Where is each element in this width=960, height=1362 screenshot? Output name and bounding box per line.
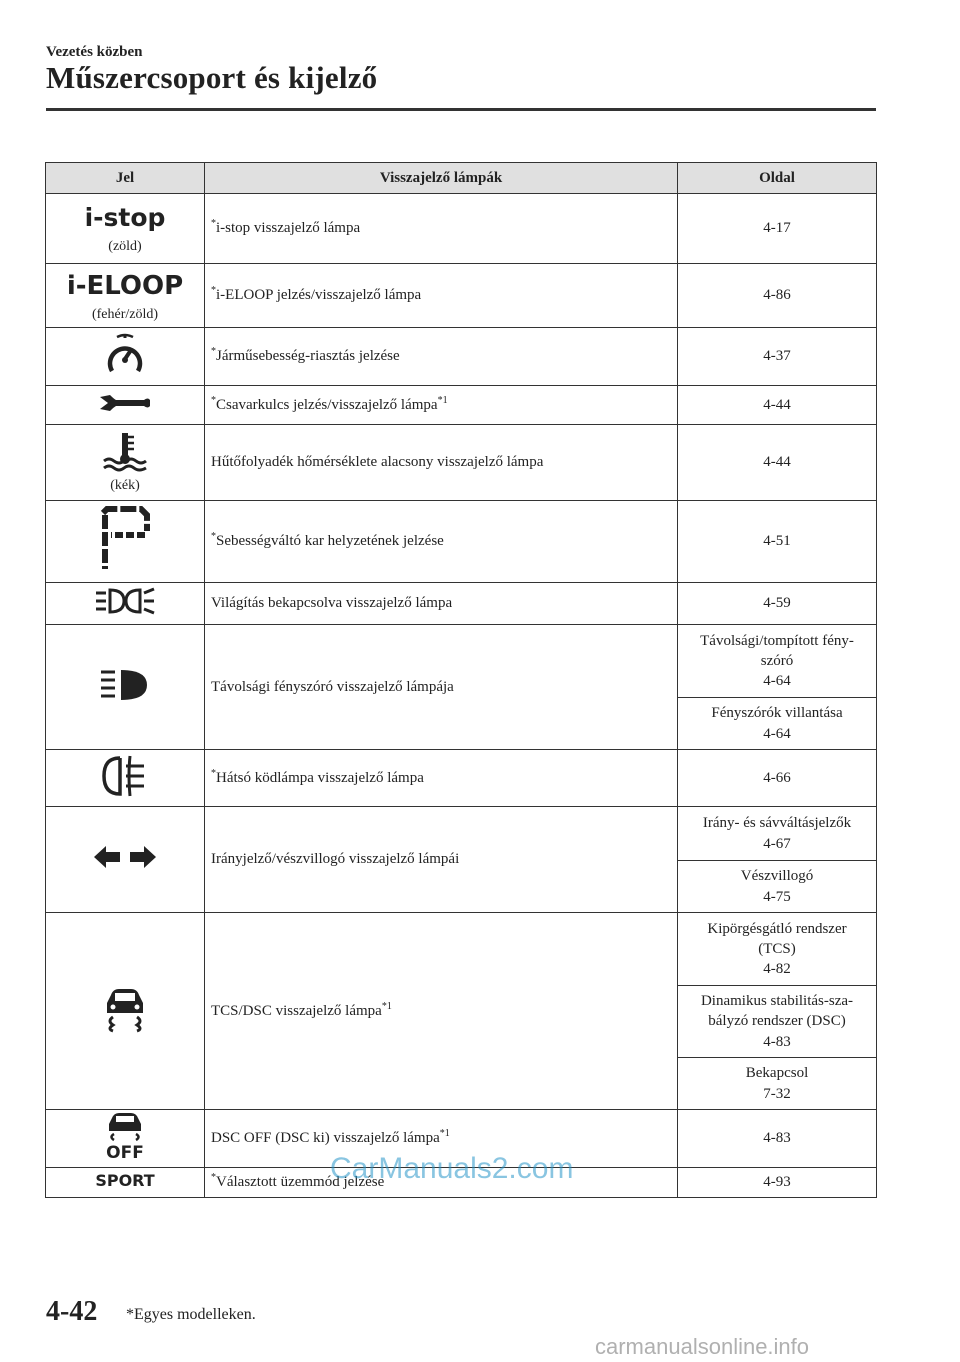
description-text: Hűtőfolyadék hőmérséklete alacsony visszajelző lámpa bbox=[211, 454, 544, 470]
page-cell: Bekapcsol 7-32 bbox=[678, 1058, 877, 1110]
symbol-cell bbox=[46, 583, 205, 625]
description-cell bbox=[205, 386, 678, 425]
description-cell bbox=[205, 807, 678, 913]
description-cell bbox=[205, 625, 678, 750]
description-text: i-ELOOP jelzés/visszajelző lámpa bbox=[216, 287, 422, 303]
page-cell: 4-93 bbox=[678, 1168, 877, 1198]
description-text: i-stop visszajelző lámpa bbox=[216, 220, 361, 236]
description-cell bbox=[205, 913, 678, 1110]
table-header-row bbox=[46, 163, 877, 194]
symbol-cell bbox=[46, 1168, 205, 1198]
header-lamps: Visszajelző lámpák bbox=[205, 163, 678, 194]
page-cell: Dinamikus stabilitás-sza- bályzó rendszer (DSC) 4-83 bbox=[678, 986, 877, 1058]
table-row bbox=[46, 264, 877, 328]
table-row bbox=[46, 807, 877, 861]
table-row bbox=[46, 328, 877, 386]
page-number: 4-42 bbox=[46, 1296, 98, 1327]
coolant-temp-icon bbox=[100, 431, 150, 476]
description-cell bbox=[205, 501, 678, 583]
wrench-icon bbox=[98, 393, 152, 418]
description-text: Irányjelző/vészvillogó visszajelző lámpái bbox=[211, 851, 460, 867]
description-text: Választott üzemmód jelzése bbox=[216, 1174, 385, 1190]
page-cell: 4-83 bbox=[678, 1110, 877, 1168]
description-text: Sebességváltó kar helyzetének jelzése bbox=[216, 533, 444, 549]
symbol-cell bbox=[46, 194, 205, 264]
icon-caption: (fehér/zöld) bbox=[91, 307, 159, 322]
header-page: Oldal bbox=[678, 163, 877, 194]
shift-position-icon bbox=[97, 505, 153, 578]
page-cell: Vészvillogó 4-75 bbox=[678, 861, 877, 913]
rear-fog-icon bbox=[100, 754, 150, 803]
page-cell: Irány- és sávváltásjelzők 4-67 bbox=[678, 807, 877, 861]
page-cell: 4-37 bbox=[678, 328, 877, 386]
page-cell: 4-86 bbox=[678, 264, 877, 328]
icon-caption: (kék) bbox=[110, 478, 140, 493]
footnote-star: * bbox=[211, 394, 216, 406]
tcs-dsc-icon bbox=[101, 987, 149, 1036]
icon-caption: (zöld) bbox=[108, 239, 142, 254]
description-cell bbox=[205, 264, 678, 328]
description-cell bbox=[205, 750, 678, 807]
i-stop-icon bbox=[84, 202, 166, 237]
page-cell: 4-17 bbox=[678, 194, 877, 264]
description-text: Távolsági fényszóró visszajelző lámpája bbox=[211, 678, 454, 695]
speed-alarm-icon bbox=[103, 333, 147, 380]
symbol-cell bbox=[46, 264, 205, 328]
symbol-cell bbox=[46, 328, 205, 386]
table-row bbox=[46, 386, 877, 425]
svg-text:i-stop: i-stop bbox=[84, 203, 166, 232]
footnote-star: * bbox=[211, 531, 216, 542]
indicator-table bbox=[45, 162, 877, 1198]
svg-text:SPORT: SPORT bbox=[95, 1171, 155, 1190]
watermark-overlay: CarManuals2.com bbox=[330, 1152, 574, 1185]
description-cell bbox=[205, 425, 678, 501]
page-cell: Távolsági/tompított fény- szóró 4-64 bbox=[678, 625, 877, 698]
section-label: Vezetés közben bbox=[46, 44, 143, 60]
sport-mode-icon bbox=[90, 1169, 160, 1196]
symbol-cell bbox=[46, 625, 205, 750]
footnote-star: * bbox=[211, 1172, 216, 1183]
page-cell: Kipörgésgátló rendszer (TCS) 4-82 bbox=[678, 913, 877, 986]
high-beam-icon bbox=[99, 668, 151, 707]
page-cell: 4-51 bbox=[678, 501, 877, 583]
symbol-cell bbox=[46, 807, 205, 913]
page-cell: 4-44 bbox=[678, 425, 877, 501]
svg-text:OFF: OFF bbox=[106, 1143, 144, 1163]
footnote-ref: *1 bbox=[437, 394, 448, 406]
table-row bbox=[46, 750, 877, 807]
i-eloop-icon bbox=[66, 268, 184, 305]
dsc-off-icon bbox=[98, 1112, 152, 1165]
description-cell bbox=[205, 583, 678, 625]
table-row bbox=[46, 425, 877, 501]
page-title: Műszercsoport és kijelző bbox=[46, 60, 378, 95]
page-cell: 4-44 bbox=[678, 386, 877, 425]
footnote-star: * bbox=[211, 346, 216, 357]
header-symbol: Jel bbox=[46, 163, 205, 194]
footnote-star: * bbox=[211, 767, 216, 779]
symbol-cell bbox=[46, 913, 205, 1110]
description-text: Hátsó ködlámpa visszajelző lámpa bbox=[216, 769, 424, 786]
table-row bbox=[46, 583, 877, 625]
footnote-star: * bbox=[211, 218, 216, 229]
description-text: Világítás bekapcsolva visszajelző lámpa bbox=[211, 595, 453, 611]
footnote-ref: *1 bbox=[381, 1000, 392, 1012]
page-cell: Fényszórók villantása 4-64 bbox=[678, 698, 877, 750]
symbol-cell bbox=[46, 386, 205, 425]
symbol-cell bbox=[46, 501, 205, 583]
lights-on-icon bbox=[94, 587, 156, 620]
description-text: Csavarkulcs jelzés/visszajelző lámpa bbox=[216, 396, 438, 413]
footnote-star: * bbox=[211, 285, 216, 296]
svg-text:i-ELOOP: i-ELOOP bbox=[66, 271, 184, 301]
symbol-cell bbox=[46, 1110, 205, 1168]
table-row bbox=[46, 625, 877, 698]
description-text: Járműsebesség-riasztás jelzése bbox=[216, 348, 400, 364]
symbol-cell bbox=[46, 750, 205, 807]
table-row bbox=[46, 194, 877, 264]
table-row bbox=[46, 913, 877, 986]
title-rule bbox=[46, 108, 876, 111]
description-cell bbox=[205, 194, 678, 264]
footnote-ref: *1 bbox=[439, 1128, 450, 1139]
page-cell: 4-66 bbox=[678, 750, 877, 807]
page-cell: 4-59 bbox=[678, 583, 877, 625]
symbol-cell bbox=[46, 425, 205, 501]
description-cell bbox=[205, 328, 678, 386]
footnote: *Egyes modelleken. bbox=[126, 1306, 256, 1323]
description-text: TCS/DSC visszajelző lámpa bbox=[211, 1002, 382, 1019]
description-text: DSC OFF (DSC ki) visszajelző lámpa bbox=[211, 1130, 440, 1146]
table-row bbox=[46, 501, 877, 583]
watermark-bottom: carmanualsonline.info bbox=[595, 1334, 810, 1359]
turn-signal-icon bbox=[92, 844, 158, 875]
